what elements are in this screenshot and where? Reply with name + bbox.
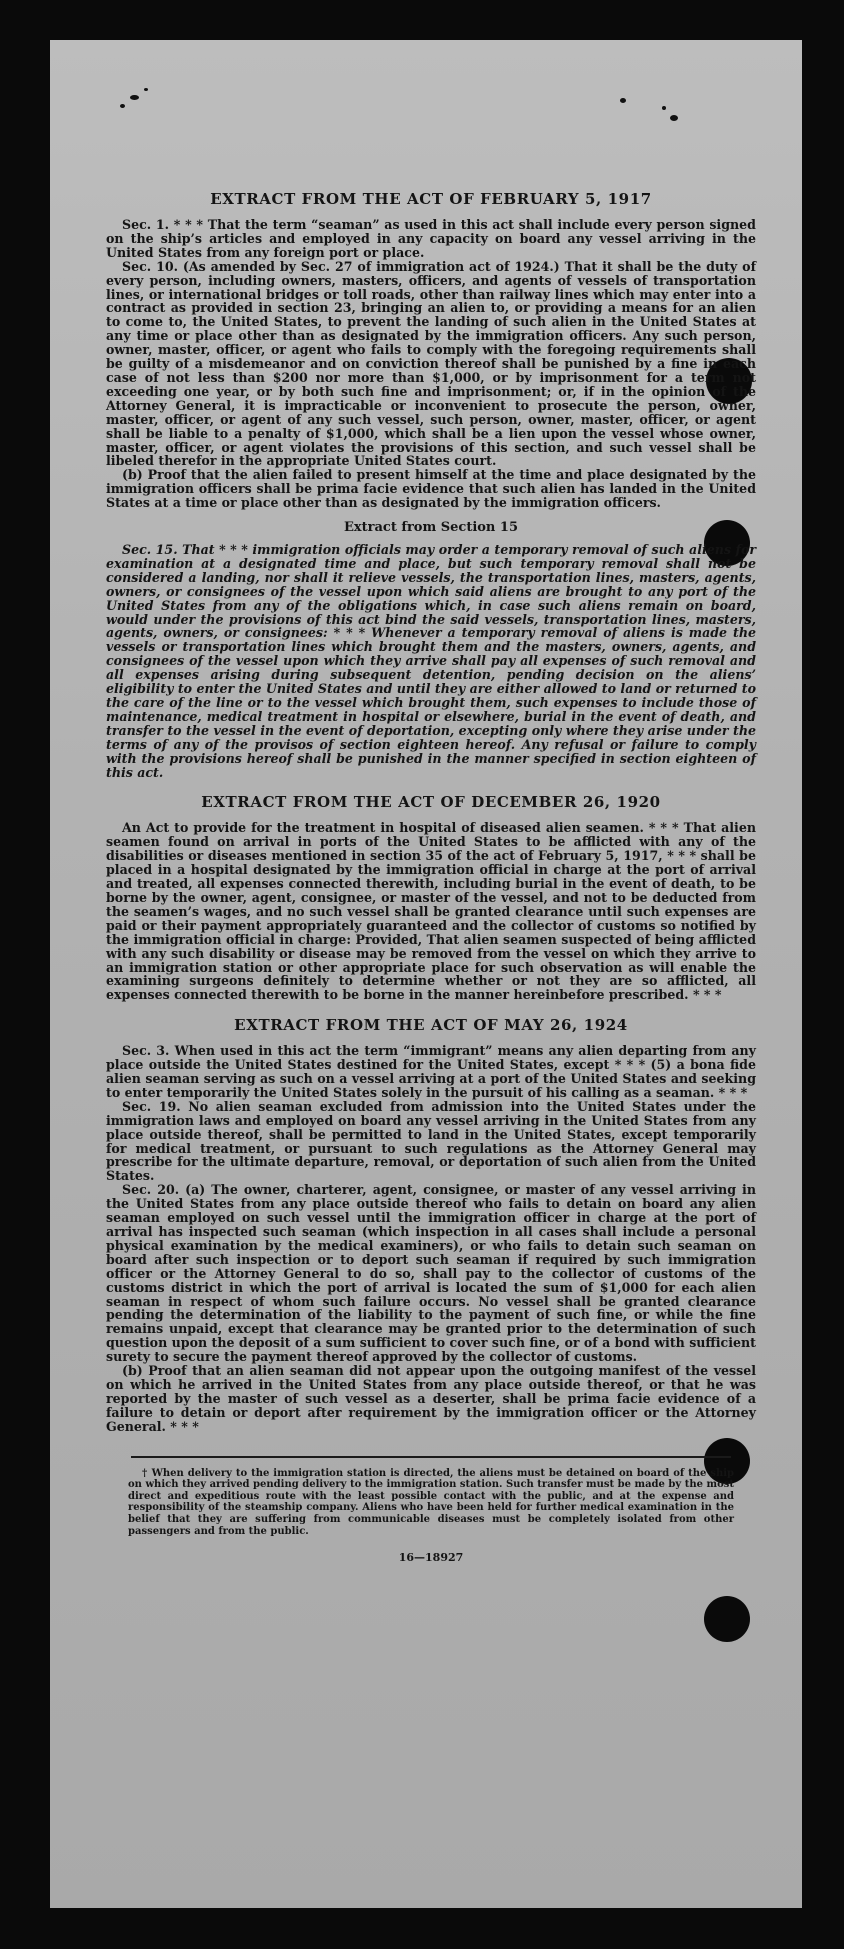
- paragraph-sec-20-b: (b) Proof that an alien seaman did not appear upon the outgoing manifest of the vessel on which he arrived in the United States from any place outside thereof, or that he was reported by the master of such vessel as a deserter, shall be prima facie evidence of a failure to detain or deport after requirement by the immigration officer or the Attorney General. * * *: [106, 1363, 756, 1434]
- form-code: 16—18927: [398, 1551, 464, 1565]
- footnote: † When delivery to the immigration station is directed, the aliens must be detained on board of the ship on which they arrived pending delivery to the immigration station. Such transfer must be made by the most direct and expeditious route with the least possible contact with the public, and at the expense and responsibility of the steamship company. Aliens who have been held for further medical examination in the belief that they are suffering from communicable diseases must be completely isolated from other passengers and from the public.: [128, 1467, 734, 1537]
- heading-act-may-1924: EXTRACT FROM THE ACT OF MAY 26, 1924: [234, 1016, 628, 1035]
- heading-section-15: Extract from Section 15: [343, 520, 519, 536]
- paragraph-sec-19: Sec. 19. No alien seaman excluded from admission into the United States under the immigration laws and employed on board any vessel arriving in the United States from any place outside thereof, shall be permitted to land in the United States, except temporarily for medical treatment, or pursuant to such regulations as the Attorney General may prescribe for the ultimate departure, removal, or deportation of such alien from the United States.: [106, 1098, 756, 1184]
- heading-act-dec-1920: EXTRACT FROM THE ACT OF DECEMBER 26, 1920: [201, 793, 661, 812]
- paragraph-act-1920: An Act to provide for the treatment in hospital of diseased alien seamen. * * * That alien seamen found on arrival in ports of the United States to be afflicted with any of the disabilities or diseases mentioned in section 35 of the act of February 5, 1917, * * * shall be placed in a hospital designated by the immigration official in charge at the port of arrival and treated, all expenses connected therewith, including burial in the event of death, to be borne by the owner, agent, consignee, or master of the vessel, and not to be deducted from the seamen’s wages, and no such vessel shall be granted clearance until such expenses are paid or their payment appropriately guaranteed and the collector of customs so notified by the immigration official in charge: Provided, That alien seamen suspected of being afflicted with any such disability or disease may be removed from the vessel on which they arrive to an immigration station or other appropriate place for such observation as will enable the examining surgeons definitely to determine whether or not they are so afflicted, all expenses connected therewith to be borne in the manner hereinbefore prescribed. * * *: [106, 820, 756, 1003]
- paragraph-sec-20: Sec. 20. (a) The owner, charterer, agent, consignee, or master of any vessel arriving in the United States from any place outside thereof who fails to detain on board any alien seaman employed on such vessel until the immigration officer in charge at the port of arrival has inspected such seaman (which inspection in all cases shall include a personal physical examination by the medical examiners), or who fails to detain such seaman on board after such inspection or to deport such seaman if required by such immigration officer or the Attorney General to do so, shall pay to the collector of customs of the customs district in which the port of arrival is located the sum of $1,000 for each alien seaman in respect of whom such failure occurs. No vessel shall be granted clearance pending the determination of the liability to the payment of such fine, or while the fine remains unpaid, except that clearance may be granted prior to the determination of such question upon the deposit of a sum sufficient to cover such fine, or of a bond with sufficient surety to secure the payment thereof approved by the collector of customs.: [106, 1182, 756, 1365]
- paragraph-sec-15: Sec. 15. That * * * immigration officials may order a temporary removal of such aliens for examination at a designated time and place, but such temporary removal shall not be considered a landing, nor shall it relieve vessels, the transportation lines, masters, agents, owners, or consignees of the vessel upon which said aliens are brought to any port of the United States from any of the obligations which, in case such aliens remain on board, would under the provisions of this act bind the said vessels, transportation lines, masters, agents, owners, or consignees: * * * Whenever a temporary removal of aliens is made the vessels or transportation lines which brought them and the masters, owners, agents, and consignees of the vessel upon which they arrive shall pay all expenses of such removal and all expenses arising during subsequent detention, pending decision on the aliens’ eligibility to enter the United States and until they are either allowed to land or returned to the care of the line or to the vessel which brought them, such expenses to include those of maintenance, medical treatment in hospital or elsewhere, burial in the event of death, and transfer to the vessel in the event of deportation, excepting only where they arise under the terms of any of the provisos of section eighteen hereof. Any refusal or failure to comply with the provisions hereof shall be punished in the manner specified in section eighteen of this act.: [106, 542, 756, 780]
- document-body: [106, 190, 756, 1564]
- paragraph-sec-10: Sec. 10. (As amended by Sec. 27 of immigration act of 1924.) That it shall be the duty of every person, including owners, masters, officers, and agents of vessels of transportation lines, or international bridges or toll roads, other than railway lines which may enter into a contract as provided in section 23, bringing an alien to, or providing a means for an alien to come to, the United States, to prevent the landing of such alien in the United States at any time or place other than as designated by the immigration officers. Any such person, owner, master, officer, or agent who fails to comply with the foregoing requirements shall be guilty of a misdemeanor and on conviction thereof shall be punished by a fine in each case of not less than $200 nor more than $1,000, or by imprisonment for a term not exceeding one year, or by both such fine and imprisonment; or, if in the opinion of the Attorney General, it is impracticable or inconvenient to prosecute the person, owner, master, officer, or agent of any such vessel, such person, owner, master, officer, or agent shall be liable to a penalty of $1,000, which shall be a lien upon the vessel whose owner, master, officer, or agent violates the provisions of this section, and such vessel shall be libeled therefor in the appropriate United States court.: [106, 258, 756, 469]
- paragraph-sec-1: Sec. 1. * * * That the term “seaman” as used in this act shall include every person signed on the ship’s articles and employed in any capacity on board any vessel arriving in the United States from any foreign port or place.: [106, 217, 756, 260]
- document-page: [50, 40, 802, 1908]
- paragraph-sec-3: Sec. 3. When used in this act the term “immigrant” means any alien departing from any place outside the United States destined for the United States, except * * * (5) a bona fide alien seaman serving as such on a vessel arriving at a port of the United States and seeking to enter temporarily the United States solely in the pursuit of his calling as a seaman. * * *: [106, 1043, 756, 1100]
- footnote-divider: [131, 1456, 731, 1458]
- punch-hole: [704, 1596, 750, 1642]
- heading-act-feb-1917: EXTRACT FROM THE ACT OF FEBRUARY 5, 1917: [210, 190, 652, 208]
- paragraph-sec-10-b: (b) Proof that the alien failed to present himself at the time and place designated by the immigration officers shall be prima facie evidence that such alien has landed in the United States at a time or place other than as designated by the immigration officers.: [106, 467, 756, 511]
